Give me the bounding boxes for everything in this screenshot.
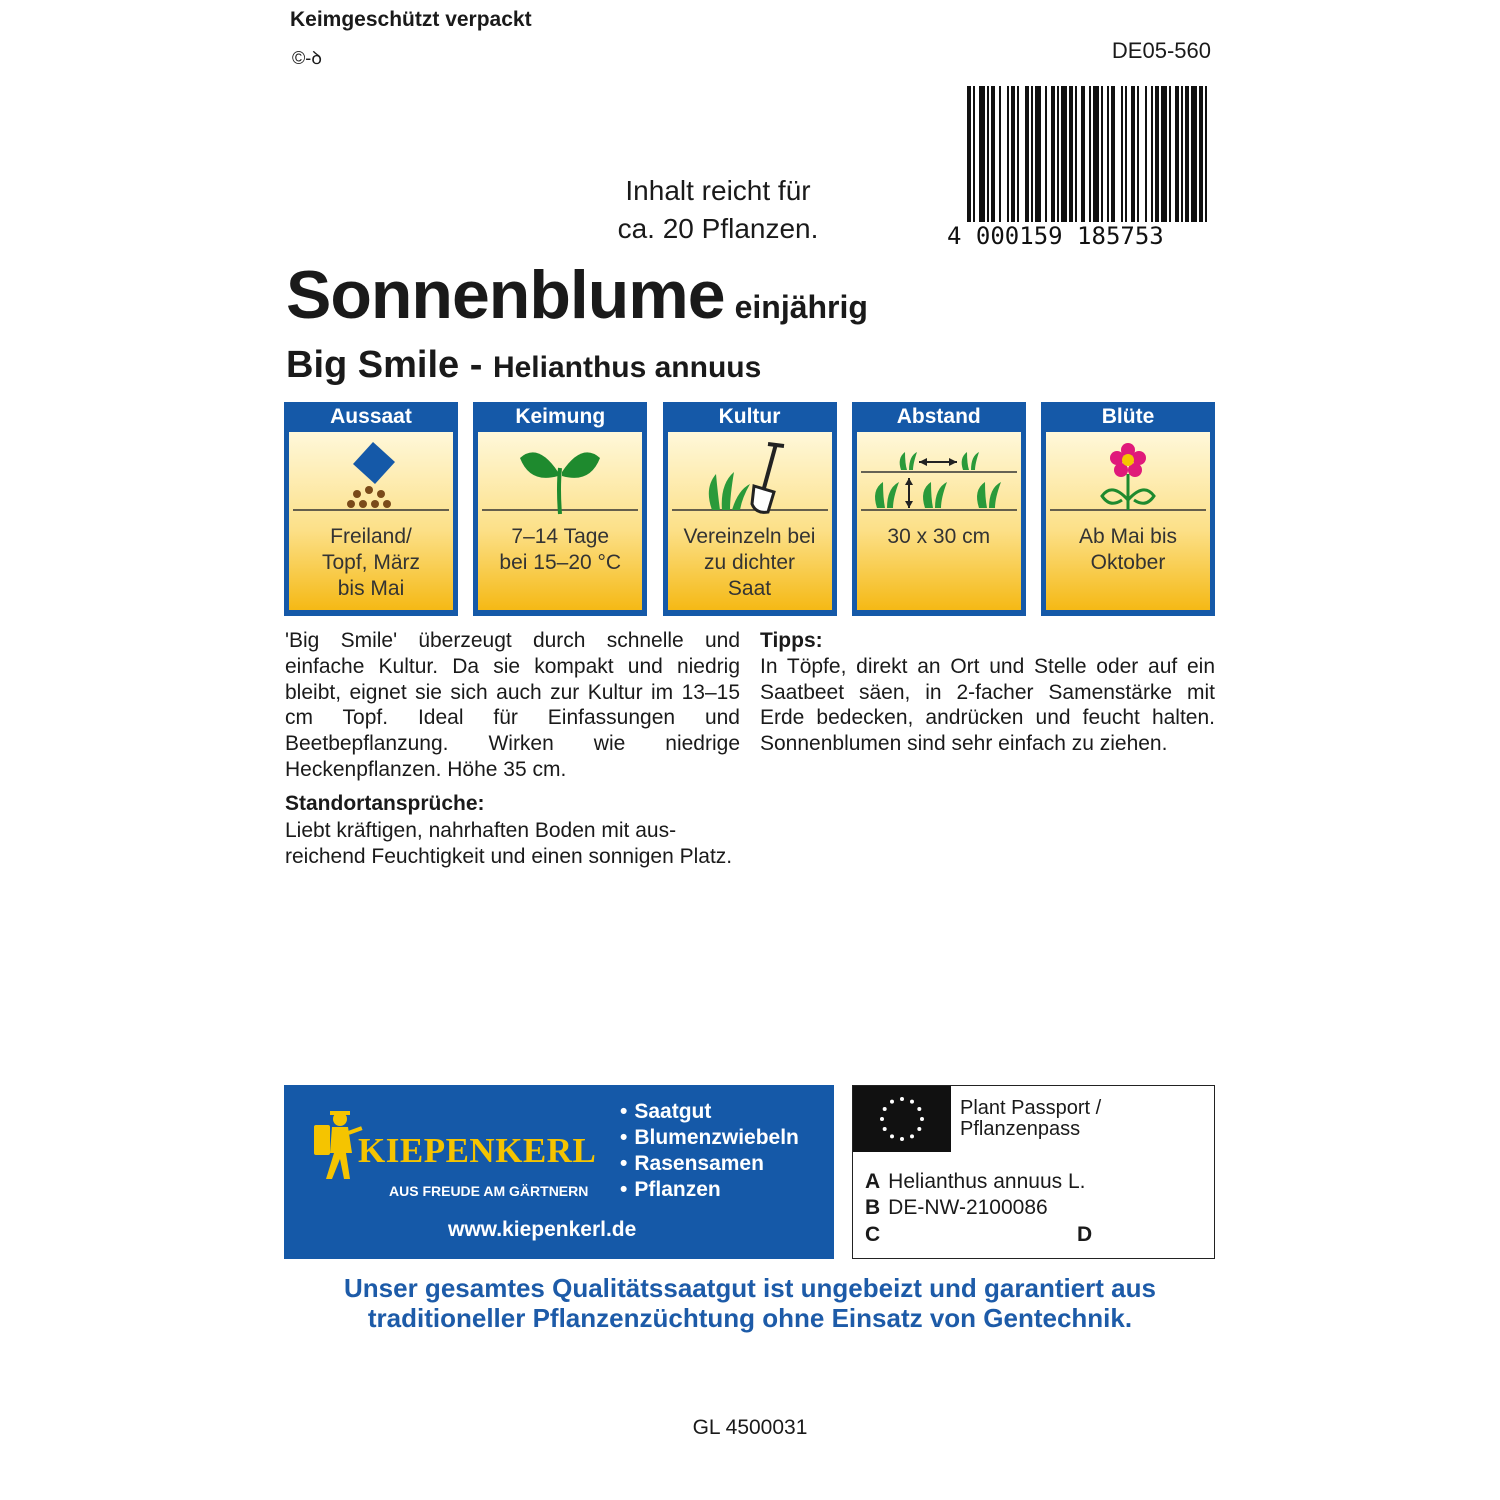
variety-line [286, 344, 761, 387]
location-text: Liebt kräftigen, nahrhaften Boden mit ausreichend Feuchtigkeit und einen sonnigen Platz. [285, 819, 733, 868]
barcode-bar [1121, 86, 1123, 222]
eu-star [917, 1127, 921, 1131]
list-item: • Pflanzen [620, 1177, 799, 1203]
list-item: • Rasensamen [620, 1151, 799, 1177]
passport-label: C [865, 1223, 881, 1246]
eu-star [900, 1137, 904, 1141]
flower-icon [1046, 438, 1210, 516]
barcode-bar [1181, 86, 1183, 222]
copyright-mark: ©-ꝺ [292, 48, 323, 68]
barcode-bar [1145, 86, 1147, 222]
tips-section [760, 628, 1215, 757]
plant-passport [852, 1085, 1215, 1259]
eu-star [910, 1134, 914, 1138]
passport-value: Helianthus annuus L. [888, 1170, 1086, 1193]
barcode-bar [1111, 86, 1115, 222]
plant-passport-title-line: Plant Passport / [960, 1097, 1102, 1119]
barcode-bar [1007, 86, 1009, 222]
info-box-line: zu dichter [703, 551, 796, 574]
info-box-line: bis Mai [337, 577, 405, 600]
barcode-bar [1137, 86, 1139, 222]
info-box-line: bei 15–20 °C [499, 551, 622, 574]
brand-product-list [620, 1099, 799, 1203]
brand-name: KIEPENKERL [358, 1131, 597, 1170]
barcode-bar [1191, 86, 1197, 222]
description-text: 'Big Smile' überzeugt durch schnelle und einfache Kultur. Da sie kompakt und niedrig bleibt, eignet sie sich auch zur Kultur im 13–15 cm Topf. Ideal für Einfassungen und Beetbepflanzung. Wirken wie niedrige Heckenpflanzen. Höhe 35 cm. [285, 629, 740, 781]
passport-label: B [865, 1196, 881, 1219]
passport-row-c [865, 1223, 888, 1247]
passport-row-a [865, 1170, 1085, 1194]
list-item: • Saatgut [620, 1099, 799, 1125]
barcode-bar [1035, 86, 1041, 222]
info-box-line: Ab Mai bis [1078, 525, 1178, 548]
barcode-bar [1061, 86, 1067, 222]
list-item: • Blumenzwiebeln [620, 1125, 799, 1151]
brand-tagline: AUS FREUDE AM GÄRTNERN [389, 1183, 589, 1199]
contents-line-2: ca. 20 Pflanzen. [617, 213, 819, 244]
packaging-note: Keimgeschützt verpackt [290, 8, 532, 31]
barcode-bar [1205, 86, 1207, 222]
passport-label: A [865, 1170, 881, 1193]
plant-passport-title [960, 1098, 1101, 1140]
eu-star [910, 1100, 914, 1104]
info-box-bluete [1041, 402, 1215, 616]
barcode-bar [1051, 86, 1055, 222]
barcode-bar [1185, 86, 1189, 222]
variety-name: Big Smile [286, 344, 460, 386]
info-box-abstand [852, 402, 1026, 616]
eu-star [920, 1117, 924, 1121]
info-box-text [478, 524, 642, 576]
seed-bag-icon [289, 438, 453, 516]
eu-star [883, 1107, 887, 1111]
info-box-keimung [473, 402, 647, 616]
eu-star [900, 1097, 904, 1101]
barcode-number: 4 000159 185753 [947, 222, 1164, 250]
spade-icon [668, 438, 832, 516]
passport-row-d [1077, 1223, 1100, 1247]
barcode-bar [1031, 86, 1033, 222]
barcode-bar [1017, 86, 1019, 222]
info-box-title: Abstand [896, 405, 981, 428]
eu-star [890, 1100, 894, 1104]
info-box-line: 30 x 30 cm [887, 525, 991, 548]
info-box-line: Vereinzeln bei [683, 525, 816, 548]
tips-text: In Töpfe, direkt an Ort und Stelle oder auf ein Saatbeet säen, in 2-facher Samenstärke mit Erde bedecken, andrücken und feucht halten. Sonnenblumen sind sehr einfach zu ziehen. [760, 654, 1215, 756]
barcode-bar [991, 86, 995, 222]
info-box-aussaat [284, 402, 458, 616]
passport-row-b [865, 1196, 1048, 1220]
info-box-title: Aussaat [330, 405, 412, 428]
info-box-title: Kultur [718, 405, 781, 428]
info-box-title: Blüte [1101, 405, 1155, 428]
plant-passport-title-line: Pflanzenpass [960, 1118, 1081, 1140]
barcode-bar [1155, 86, 1159, 222]
footer-code: GL 4500031 [692, 1416, 808, 1439]
article-number: DE05-560 [1111, 38, 1211, 63]
passport-value: DE-NW-2100086 [888, 1196, 1048, 1219]
info-box-kultur [663, 402, 837, 616]
barcode-bar [1093, 86, 1099, 222]
info-boxes [284, 402, 1215, 616]
info-box-line: Oktober [1090, 551, 1166, 574]
barcode-bar [1081, 86, 1085, 222]
seedling-icon [478, 438, 642, 516]
barcode-bar [1069, 86, 1073, 222]
info-box-line: Saat [727, 577, 772, 600]
barcode-bar [1101, 86, 1103, 222]
quality-statement [200, 1273, 1300, 1333]
barcode-bar [1107, 86, 1109, 222]
info-box-text [668, 524, 832, 602]
barcode-bar [1169, 86, 1171, 222]
info-box-line: Topf, März [321, 551, 421, 574]
location-heading: Standortansprüche: [285, 792, 485, 815]
info-box-text [1046, 524, 1210, 576]
eu-flag-icon [853, 1086, 951, 1152]
barcode-bar [999, 86, 1001, 222]
info-box-line: Freiland/ [330, 525, 412, 548]
barcode-bar [1025, 86, 1029, 222]
barcode-bar [1125, 86, 1127, 222]
quality-line: Unser gesamtes Qualitätssaatgut ist ungebeizt und garantiert aus [344, 1273, 1156, 1303]
quality-line: traditioneller Pflanzenzüchtung ohne Einsatz von Gentechnik. [367, 1303, 1133, 1333]
barcode-bar [1131, 86, 1135, 222]
info-box-line: 7–14 Tage [511, 525, 610, 548]
spacing-icon [857, 438, 1021, 516]
eu-star [917, 1107, 921, 1111]
barcode-bar [973, 86, 975, 222]
barcode-bar [1075, 86, 1077, 222]
barcode-bar [987, 86, 989, 222]
info-box-text [289, 524, 453, 602]
barcode-bar [967, 86, 971, 222]
contents-line-1: Inhalt reicht für [625, 175, 811, 206]
contents-note [600, 172, 836, 248]
barcode-bar [1199, 86, 1203, 222]
eu-star [883, 1127, 887, 1131]
barcode [945, 86, 1213, 251]
barcode-bar [1045, 86, 1047, 222]
product-title [286, 256, 868, 334]
barcode-bar [979, 86, 985, 222]
variety-separator: - [469, 344, 483, 386]
passport-label: D [1077, 1223, 1093, 1246]
info-box-title: Keimung [515, 405, 606, 428]
barcode-bar [1057, 86, 1059, 222]
barcode-bar [1151, 86, 1153, 222]
product-name: Sonnenblume [286, 257, 725, 333]
tips-heading: Tipps: [760, 629, 823, 652]
barcode-bar [1175, 86, 1179, 222]
barcode-bar [1161, 86, 1167, 222]
barcode-bar [1089, 86, 1091, 222]
barcode-bar [1011, 86, 1015, 222]
brand-panel [284, 1085, 834, 1259]
latin-name: Helianthus annuus [492, 351, 762, 384]
eu-star [880, 1117, 884, 1121]
info-box-text [857, 524, 1021, 550]
product-lifecycle: einjährig [734, 289, 868, 325]
brand-url-link[interactable]: www.kiepenkerl.de [448, 1218, 637, 1241]
eu-star [890, 1134, 894, 1138]
